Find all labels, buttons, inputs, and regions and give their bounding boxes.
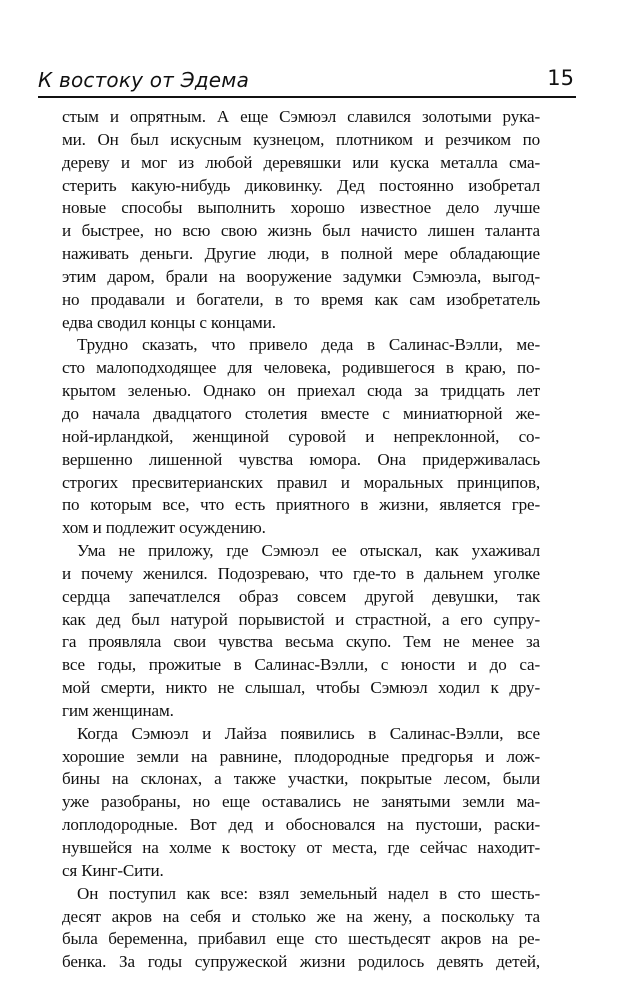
paragraph: [62, 106, 540, 334]
text-line: все годы, прожитые в Салинас-Вэлли, с юности и до са-: [62, 655, 540, 675]
running-header: [38, 64, 576, 94]
text-line: хом и подлежит осуждению.: [62, 518, 266, 538]
paragraph: [62, 723, 540, 883]
body-text: [62, 106, 540, 974]
text-line: стым и опрятным. А еще Сэмюэл славился золотыми рука-: [62, 107, 540, 126]
header-divider: [38, 96, 576, 98]
text-line: Ума не приложу, где Сэмюэл ее отыскал, как ухаживал: [77, 541, 540, 561]
paragraph: [62, 334, 540, 540]
text-line: уже разобраны, но еще оставались не занятыми земли ма-: [62, 792, 540, 812]
page-number: 15: [547, 66, 574, 90]
text-line: хорошие земли на равнине, плодородные предгорья и лож-: [62, 746, 540, 766]
text-line: бины на склонах, а также участки, покрытые лесом, были: [62, 769, 540, 789]
text-line: строгих пресвитерианских правил и моральных принципов,: [62, 472, 540, 492]
text-line: сто малоподходящее для человека, родившегося в краю, по-: [62, 358, 540, 378]
text-line: этим даром, брали на вооружение задумки Сэмюэла, выгод-: [62, 266, 540, 286]
text-line: крытом зеленью. Однако он приехал сюда за тридцать лет: [62, 381, 540, 401]
text-line: гим женщинам.: [62, 700, 174, 720]
text-line: Он поступил как все: взял земельный надел в сто шесть-: [77, 883, 540, 903]
text-line: ной-ирландкой, женщиной суровой и непреклонной, со-: [62, 426, 540, 446]
text-line: ся Кинг-Сити.: [62, 860, 164, 880]
text-line: сердца запечатлелся образ совсем другой девушки, так: [62, 586, 540, 606]
text-line: наживать деньги. Другие люди, в полной мере обладающие: [62, 244, 540, 264]
paragraph: [62, 883, 540, 974]
text-line: до начала двадцатого столетия вместе с миниатюрной же-: [62, 403, 540, 423]
text-line: вершенно лишенной чувства юмора. Она придерживалась: [62, 449, 540, 469]
text-line: стерить какую-нибудь диковинку. Дед постоянно изобретал: [62, 175, 540, 195]
text-line: га проявляла свои чувства весьма скупо. Тем не менее за: [62, 632, 540, 652]
text-line: лоплодородные. Вот дед и обосновался на пустоши, раски-: [62, 815, 540, 835]
text-line: десят акров на себя и столько же на жену, а поскольку та: [62, 906, 540, 926]
book-title: К востоку от Эдема: [38, 68, 250, 92]
text-line: по которым все, что есть приятного в жизни, является гре-: [62, 495, 540, 515]
text-line: дереву и мог из любой деревяшки или куска металла сма-: [62, 152, 540, 172]
text-line: как дед был натурой порывистой и страстной, а его супру-: [62, 609, 540, 629]
text-line: мой смерти, никто не слышал, чтобы Сэмюэл ходил к дру-: [62, 678, 540, 698]
paragraph: [62, 540, 540, 723]
text-line: и почему женился. Подозреваю, что где-то в дальнем уголке: [62, 563, 540, 583]
text-line: была беременна, прибавил еще сто шестьдесят акров на ре-: [62, 929, 540, 949]
text-line: бенка. За годы супружеской жизни родилось девять детей,: [62, 952, 540, 972]
text-line: Трудно сказать, что привело деда в Салинас-Вэлли, ме-: [77, 335, 540, 355]
text-line: нувшейся на холме к востоку от места, где сейчас находит-: [62, 838, 540, 857]
text-line: но продавали и богатели, в то время как сам изобретатель: [62, 289, 540, 309]
text-line: и быстрее, но всю свою жизнь был начисто лишен таланта: [62, 221, 540, 241]
text-line: едва сводил концы с концами.: [62, 312, 276, 332]
text-line: Когда Сэмюэл и Лайза появились в Салинас-Вэлли, все: [77, 723, 540, 743]
text-line: новые способы выполнить хорошо известное дело лучше: [62, 198, 540, 218]
text-line: ми. Он был искусным кузнецом, плотником и резчиком по: [62, 129, 540, 149]
